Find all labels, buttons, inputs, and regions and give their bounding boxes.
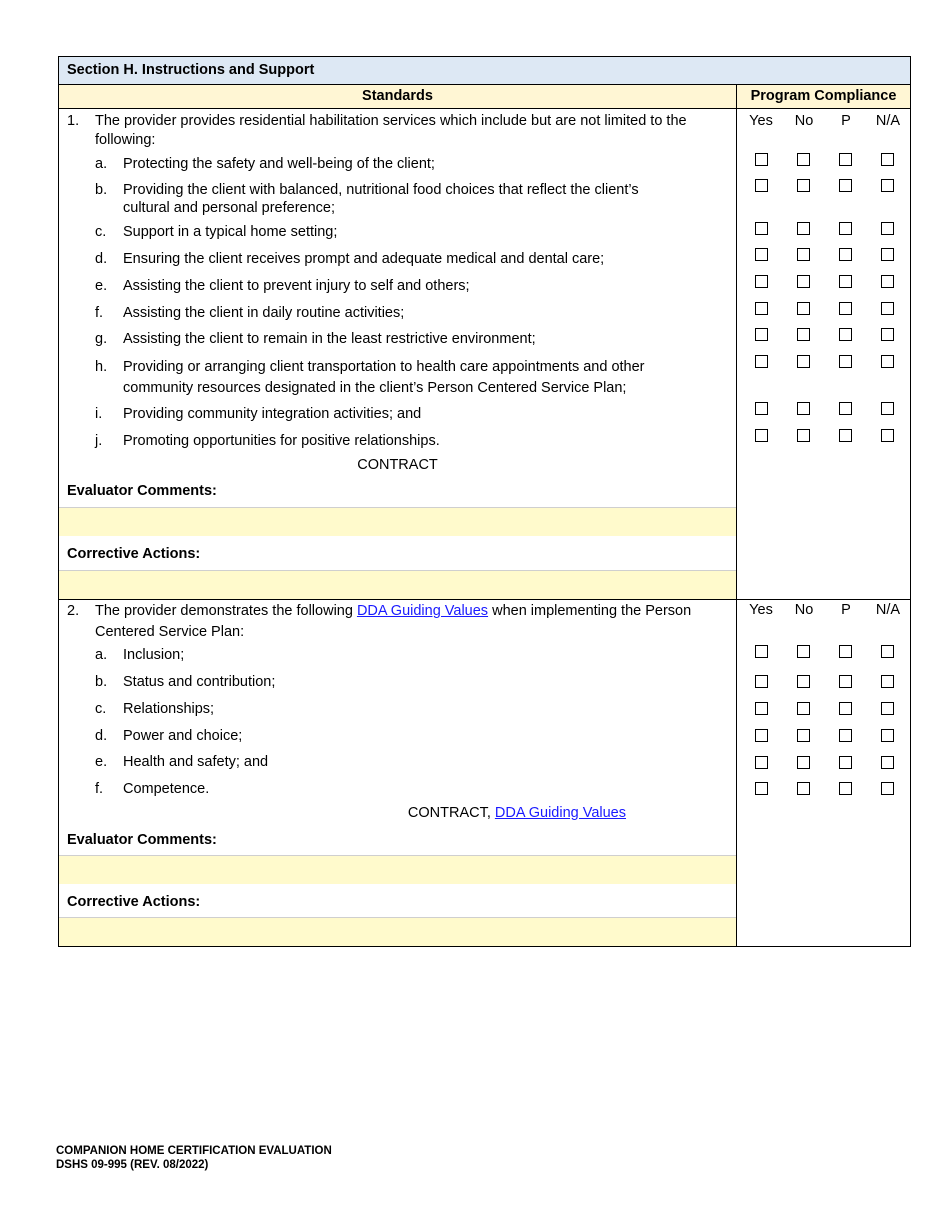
item-1e-p-checkbox[interactable] [839, 275, 852, 288]
item-1h-na-checkbox[interactable] [881, 355, 894, 368]
item-1g: g. Assisting the client to remain in the least restrictive environment; [95, 331, 536, 347]
compliance-p-label: P [841, 113, 851, 129]
corrective-actions-label: Corrective Actions: [67, 546, 201, 562]
item-1d-na-checkbox[interactable] [881, 248, 894, 261]
item-1d-p-checkbox[interactable] [839, 248, 852, 261]
item-1g-na-checkbox[interactable] [881, 328, 894, 341]
item-2b-p-checkbox[interactable] [839, 675, 852, 688]
item-1h-no-checkbox[interactable] [797, 355, 810, 368]
item-1f-p-checkbox[interactable] [839, 302, 852, 315]
evaluator-comments-field-2[interactable] [59, 855, 736, 884]
item-1a-p-checkbox[interactable] [839, 153, 852, 166]
compliance-na-label: N/A [875, 113, 901, 129]
item-1f-yes-checkbox[interactable] [755, 302, 768, 315]
item-2b: b. Status and contribution; [95, 674, 276, 690]
column-headers [59, 85, 910, 109]
item-2f-na-checkbox[interactable] [881, 782, 894, 795]
item-2c-no-checkbox[interactable] [797, 702, 810, 715]
item-1c-na-checkbox[interactable] [881, 222, 894, 235]
section-title: Section H. Instructions and Support [59, 57, 910, 85]
footer-form-number: DSHS 09-995 (REV. 08/2022) [56, 1159, 209, 1171]
item-1g-yes-checkbox[interactable] [755, 328, 768, 341]
item-2d-p-checkbox[interactable] [839, 729, 852, 742]
item-2-text: 2. The provider demonstrates the following DDA Guiding Values when implementing the Person Centered Service Plan: [67, 603, 692, 640]
item-1b: b. Providing the client with balanced, nutritional food choices that reflect the client’s cultural and personal preference; [95, 182, 639, 216]
item-2-reference: CONTRACT, DDA Guiding Values [407, 805, 626, 821]
item-2f-p-checkbox[interactable] [839, 782, 852, 795]
page-footer [56, 1144, 332, 1172]
item-2e-yes-checkbox[interactable] [755, 756, 768, 769]
item-1b-no-checkbox[interactable] [797, 179, 810, 192]
item-1f-no-checkbox[interactable] [797, 302, 810, 315]
standard-item-1 [59, 109, 910, 599]
item-1a-na-checkbox[interactable] [881, 153, 894, 166]
compliance-na-label-2: N/A [875, 602, 901, 618]
item-2a: a. Inclusion; [95, 647, 185, 663]
item-1d: d. Ensuring the client receives prompt and adequate medical and dental care; [95, 251, 605, 267]
item-1i-p-checkbox[interactable] [839, 402, 852, 415]
item-1e: e. Assisting the client to prevent injury to self and others; [95, 278, 470, 294]
item-2d: d. Power and choice; [95, 728, 243, 744]
item-2e-no-checkbox[interactable] [797, 756, 810, 769]
standards-header: Standards [59, 85, 737, 108]
item-1b-yes-checkbox[interactable] [755, 179, 768, 192]
item-2a-na-checkbox[interactable] [881, 645, 894, 658]
item-2c-p-checkbox[interactable] [839, 702, 852, 715]
item-1d-no-checkbox[interactable] [797, 248, 810, 261]
item-2d-na-checkbox[interactable] [881, 729, 894, 742]
item-2c-na-checkbox[interactable] [881, 702, 894, 715]
item-1b-p-checkbox[interactable] [839, 179, 852, 192]
footer-form-title: COMPANION HOME CERTIFICATION EVALUATION [56, 1145, 332, 1157]
evaluator-comments-field[interactable] [59, 507, 736, 536]
item-2a-p-checkbox[interactable] [839, 645, 852, 658]
compliance-no-label-2: No [794, 602, 814, 618]
item-1c-no-checkbox[interactable] [797, 222, 810, 235]
item-1f-na-checkbox[interactable] [881, 302, 894, 315]
item-1j-no-checkbox[interactable] [797, 429, 810, 442]
item-1i-na-checkbox[interactable] [881, 402, 894, 415]
item-1e-na-checkbox[interactable] [881, 275, 894, 288]
evaluator-comments-label: Evaluator Comments: [67, 483, 217, 499]
item-1c-p-checkbox[interactable] [839, 222, 852, 235]
item-2c: c. Relationships; [95, 701, 215, 717]
item-1c: c. Support in a typical home setting; [95, 224, 338, 240]
compliance-p-label-2: P [841, 602, 851, 618]
dda-guiding-values-link[interactable]: DDA Guiding Values [356, 603, 489, 619]
item-1e-no-checkbox[interactable] [797, 275, 810, 288]
dda-guiding-values-ref-link[interactable]: DDA Guiding Values [494, 805, 626, 821]
item-1a-no-checkbox[interactable] [797, 153, 810, 166]
item-1h-yes-checkbox[interactable] [755, 355, 768, 368]
item-1i-yes-checkbox[interactable] [755, 402, 768, 415]
item-1g-no-checkbox[interactable] [797, 328, 810, 341]
item-1g-p-checkbox[interactable] [839, 328, 852, 341]
program-compliance-header: Program Compliance [750, 88, 897, 104]
item-2f-no-checkbox[interactable] [797, 782, 810, 795]
item-1j: j. Promoting opportunities for positive relationships. [95, 433, 440, 449]
item-1-reference: CONTRACT [357, 457, 438, 473]
item-1h: h. Providing or arranging client transportation to health care appointments and other community resources designated in the client’s Person Centered Service Plan; [95, 359, 645, 396]
item-2e-p-checkbox[interactable] [839, 756, 852, 769]
item-2b-na-checkbox[interactable] [881, 675, 894, 688]
item-2d-yes-checkbox[interactable] [755, 729, 768, 742]
corrective-actions-field-2[interactable] [59, 917, 736, 946]
item-1i: i. Providing community integration activities; and [95, 406, 422, 422]
evaluation-form [58, 56, 911, 947]
item-2f-yes-checkbox[interactable] [755, 782, 768, 795]
standard-item-2 [59, 599, 910, 946]
item-1a: a. Protecting the safety and well-being of the client; [95, 156, 435, 172]
corrective-actions-field[interactable] [59, 570, 736, 599]
item-2e: e. Health and safety; and [95, 754, 269, 770]
item-2a-yes-checkbox[interactable] [755, 645, 768, 658]
item-1j-p-checkbox[interactable] [839, 429, 852, 442]
item-1i-no-checkbox[interactable] [797, 402, 810, 415]
item-1j-yes-checkbox[interactable] [755, 429, 768, 442]
item-2d-no-checkbox[interactable] [797, 729, 810, 742]
compliance-yes-label-2: Yes [749, 602, 773, 618]
compliance-yes-label: Yes [749, 113, 773, 129]
item-1-text: 1. The provider provides residential habilitation services which include but are not limited to the following: [67, 113, 687, 148]
item-2a-no-checkbox[interactable] [797, 645, 810, 658]
compliance-no-label: No [794, 113, 814, 129]
item-2f: f. Competence. [95, 781, 210, 797]
item-1j-na-checkbox[interactable] [881, 429, 894, 442]
evaluator-comments-label-2: Evaluator Comments: [67, 832, 217, 848]
item-1a-yes-checkbox[interactable] [755, 153, 768, 166]
item-2b-yes-checkbox[interactable] [755, 675, 768, 688]
item-2b-no-checkbox[interactable] [797, 675, 810, 688]
corrective-actions-label-2: Corrective Actions: [67, 894, 201, 910]
item-1c-yes-checkbox[interactable] [755, 222, 768, 235]
item-2e-na-checkbox[interactable] [881, 756, 894, 769]
item-2c-yes-checkbox[interactable] [755, 702, 768, 715]
item-1f: f. Assisting the client in daily routine activities; [95, 305, 405, 321]
item-1e-yes-checkbox[interactable] [755, 275, 768, 288]
item-1b-na-checkbox[interactable] [881, 179, 894, 192]
item-1h-p-checkbox[interactable] [839, 355, 852, 368]
item-1d-yes-checkbox[interactable] [755, 248, 768, 261]
